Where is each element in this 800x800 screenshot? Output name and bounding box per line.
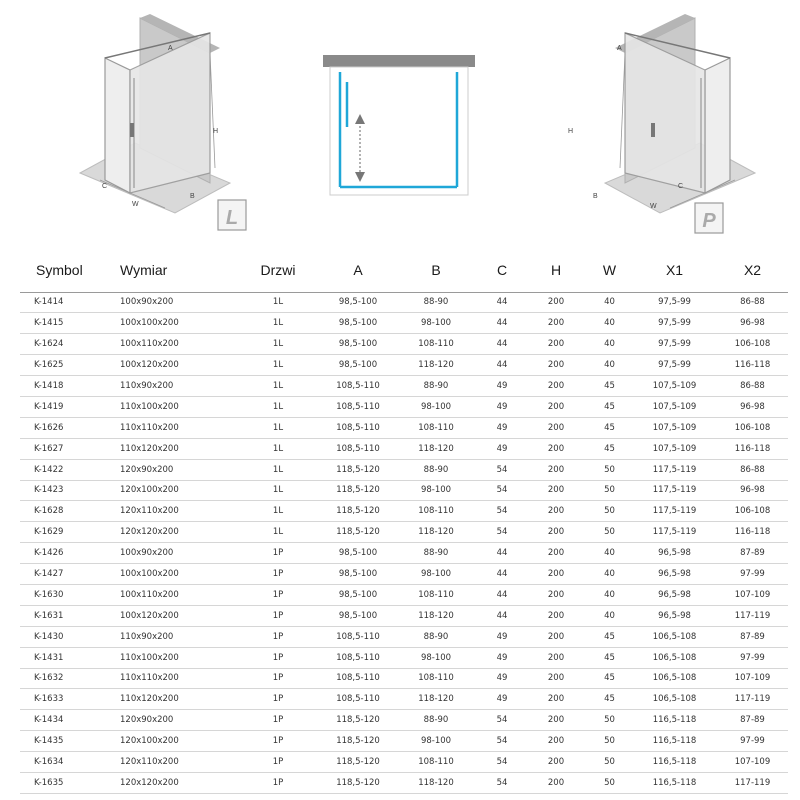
cell-c: 49	[479, 376, 525, 397]
cell-x1: 107,5-109	[632, 417, 717, 438]
cell-symbol: K-1630	[20, 584, 120, 605]
dim-w-label-left: W	[132, 201, 139, 208]
cell-wymiar: 100x90x200	[120, 292, 233, 313]
cell-b: 88-90	[393, 459, 479, 480]
diagram-area	[0, 0, 800, 250]
table-row	[20, 626, 788, 647]
cell-drzwi: 1L	[233, 334, 323, 355]
left-variant-diagram	[60, 8, 310, 248]
cell-wymiar: 120x90x200	[120, 710, 233, 731]
cell-x2: 117-119	[717, 605, 788, 626]
table-row	[20, 376, 788, 397]
cell-c: 54	[479, 522, 525, 543]
cell-a: 108,5-110	[323, 668, 393, 689]
cell-h: 200	[525, 772, 587, 793]
table-row	[20, 710, 788, 731]
cell-h: 200	[525, 752, 587, 773]
cell-x2: 106-108	[717, 334, 788, 355]
cell-h: 200	[525, 438, 587, 459]
cell-drzwi: 1L	[233, 292, 323, 313]
table-body	[20, 292, 788, 793]
cell-c: 44	[479, 564, 525, 585]
cell-x1: 106,5-108	[632, 647, 717, 668]
cell-w: 40	[587, 543, 632, 564]
cell-symbol: K-1422	[20, 459, 120, 480]
cell-b: 88-90	[393, 292, 479, 313]
cell-h: 200	[525, 396, 587, 417]
cell-b: 108-110	[393, 668, 479, 689]
table-row	[20, 543, 788, 564]
cell-x1: 107,5-109	[632, 376, 717, 397]
cell-x2: 87-89	[717, 543, 788, 564]
cell-c: 49	[479, 689, 525, 710]
cell-drzwi: 1L	[233, 459, 323, 480]
cell-x1: 96,5-98	[632, 605, 717, 626]
cell-drzwi: 1P	[233, 668, 323, 689]
cell-drzwi: 1P	[233, 689, 323, 710]
cell-symbol: K-1423	[20, 480, 120, 501]
table-row	[20, 668, 788, 689]
cell-drzwi: 1L	[233, 396, 323, 417]
cell-x2: 116-118	[717, 522, 788, 543]
cell-w: 50	[587, 480, 632, 501]
cell-drzwi: 1L	[233, 480, 323, 501]
cell-b: 118-120	[393, 522, 479, 543]
cell-drzwi: 1P	[233, 647, 323, 668]
table-row	[20, 334, 788, 355]
cell-symbol: K-1633	[20, 689, 120, 710]
cell-x1: 117,5-119	[632, 522, 717, 543]
cell-h: 200	[525, 355, 587, 376]
cell-drzwi: 1L	[233, 522, 323, 543]
dim-c-label-right: C	[678, 183, 684, 190]
cell-a: 98,5-100	[323, 292, 393, 313]
cell-h: 200	[525, 584, 587, 605]
table-row	[20, 292, 788, 313]
cell-symbol: K-1435	[20, 731, 120, 752]
cell-b: 98-100	[393, 564, 479, 585]
cell-x2: 96-98	[717, 396, 788, 417]
cell-drzwi: 1L	[233, 355, 323, 376]
header-x1: X1	[632, 252, 717, 292]
cell-h: 200	[525, 605, 587, 626]
cell-symbol: K-1434	[20, 710, 120, 731]
cell-b: 88-90	[393, 543, 479, 564]
cell-drzwi: 1P	[233, 752, 323, 773]
cell-wymiar: 120x110x200	[120, 501, 233, 522]
cell-a: 98,5-100	[323, 605, 393, 626]
cell-a: 98,5-100	[323, 564, 393, 585]
cell-symbol: K-1426	[20, 543, 120, 564]
cell-a: 108,5-110	[323, 626, 393, 647]
cell-w: 50	[587, 731, 632, 752]
table-row	[20, 605, 788, 626]
cell-x2: 96-98	[717, 313, 788, 334]
cell-h: 200	[525, 710, 587, 731]
cell-a: 118,5-120	[323, 731, 393, 752]
cell-b: 88-90	[393, 626, 479, 647]
header-w: W	[587, 252, 632, 292]
cell-wymiar: 120x100x200	[120, 731, 233, 752]
cell-c: 44	[479, 355, 525, 376]
table-row	[20, 313, 788, 334]
cell-x1: 96,5-98	[632, 584, 717, 605]
cell-symbol: K-1418	[20, 376, 120, 397]
cell-x2: 117-119	[717, 772, 788, 793]
table-row	[20, 417, 788, 438]
cell-wymiar: 120x90x200	[120, 459, 233, 480]
cell-wymiar: 120x120x200	[120, 522, 233, 543]
cell-symbol: K-1625	[20, 355, 120, 376]
cell-a: 118,5-120	[323, 501, 393, 522]
header-drzwi: Drzwi	[233, 252, 323, 292]
cell-wymiar: 100x120x200	[120, 355, 233, 376]
dim-a-label-left: A	[168, 45, 173, 52]
cell-h: 200	[525, 376, 587, 397]
cell-c: 49	[479, 396, 525, 417]
cell-symbol: K-1427	[20, 564, 120, 585]
cell-wymiar: 100x90x200	[120, 543, 233, 564]
cell-b: 108-110	[393, 334, 479, 355]
table-row	[20, 752, 788, 773]
cell-h: 200	[525, 647, 587, 668]
cell-drzwi: 1P	[233, 564, 323, 585]
cell-b: 118-120	[393, 438, 479, 459]
cell-x1: 97,5-99	[632, 292, 717, 313]
cell-c: 44	[479, 584, 525, 605]
cell-drzwi: 1L	[233, 313, 323, 334]
cell-x1: 107,5-109	[632, 438, 717, 459]
dim-c-label-left: C	[102, 183, 108, 190]
cell-x2: 87-89	[717, 710, 788, 731]
cell-w: 45	[587, 689, 632, 710]
cell-x2: 86-88	[717, 376, 788, 397]
cell-x1: 116,5-118	[632, 752, 717, 773]
cell-b: 118-120	[393, 355, 479, 376]
cell-a: 118,5-120	[323, 522, 393, 543]
cell-x1: 116,5-118	[632, 731, 717, 752]
cell-w: 40	[587, 355, 632, 376]
cell-symbol: K-1624	[20, 334, 120, 355]
cell-x1: 106,5-108	[632, 668, 717, 689]
cell-b: 98-100	[393, 480, 479, 501]
cell-drzwi: 1P	[233, 605, 323, 626]
cell-x1: 106,5-108	[632, 626, 717, 647]
cell-drzwi: 1P	[233, 626, 323, 647]
cell-x1: 117,5-119	[632, 480, 717, 501]
cell-symbol: K-1419	[20, 396, 120, 417]
cell-x1: 96,5-98	[632, 564, 717, 585]
cell-a: 98,5-100	[323, 584, 393, 605]
cell-w: 40	[587, 564, 632, 585]
cell-x1: 117,5-119	[632, 501, 717, 522]
cell-c: 54	[479, 459, 525, 480]
cell-h: 200	[525, 313, 587, 334]
cell-symbol: K-1635	[20, 772, 120, 793]
cell-symbol: K-1415	[20, 313, 120, 334]
dim-w-label-right: W	[650, 203, 657, 210]
cell-symbol: K-1431	[20, 647, 120, 668]
cell-w: 45	[587, 626, 632, 647]
header-x2: X2	[717, 252, 788, 292]
cell-b: 88-90	[393, 376, 479, 397]
header-symbol: Symbol	[20, 252, 120, 292]
table-row	[20, 772, 788, 793]
cell-c: 49	[479, 647, 525, 668]
cell-a: 108,5-110	[323, 417, 393, 438]
cell-x1: 97,5-99	[632, 334, 717, 355]
cell-symbol: K-1430	[20, 626, 120, 647]
cell-drzwi: 1L	[233, 376, 323, 397]
cell-a: 118,5-120	[323, 710, 393, 731]
cell-x1: 96,5-98	[632, 543, 717, 564]
cell-x1: 106,5-108	[632, 689, 717, 710]
cell-b: 118-120	[393, 772, 479, 793]
table-row	[20, 647, 788, 668]
table-row	[20, 480, 788, 501]
spec-table	[20, 252, 788, 794]
cell-wymiar: 110x100x200	[120, 396, 233, 417]
cell-w: 45	[587, 668, 632, 689]
cell-x2: 97-99	[717, 731, 788, 752]
cell-x2: 86-88	[717, 459, 788, 480]
cell-x1: 116,5-118	[632, 772, 717, 793]
cell-w: 45	[587, 417, 632, 438]
cell-a: 98,5-100	[323, 334, 393, 355]
cell-drzwi: 1L	[233, 501, 323, 522]
cell-wymiar: 110x90x200	[120, 626, 233, 647]
dim-b-label-left: B	[190, 193, 195, 200]
cell-h: 200	[525, 543, 587, 564]
cell-x2: 116-118	[717, 438, 788, 459]
cell-w: 45	[587, 647, 632, 668]
cell-h: 200	[525, 501, 587, 522]
cell-a: 108,5-110	[323, 396, 393, 417]
cell-symbol: K-1631	[20, 605, 120, 626]
cell-c: 44	[479, 292, 525, 313]
variant-l-label: L	[225, 207, 239, 229]
cell-w: 40	[587, 313, 632, 334]
table-row	[20, 355, 788, 376]
cell-wymiar: 120x110x200	[120, 752, 233, 773]
cell-a: 98,5-100	[323, 543, 393, 564]
cell-w: 40	[587, 584, 632, 605]
cell-b: 98-100	[393, 647, 479, 668]
cell-drzwi: 1P	[233, 543, 323, 564]
cell-b: 98-100	[393, 731, 479, 752]
header-c: C	[479, 252, 525, 292]
cell-h: 200	[525, 522, 587, 543]
cell-a: 118,5-120	[323, 480, 393, 501]
cell-w: 40	[587, 334, 632, 355]
cell-wymiar: 100x100x200	[120, 564, 233, 585]
cell-w: 50	[587, 752, 632, 773]
cell-x2: 106-108	[717, 501, 788, 522]
right-variant-diagram	[525, 8, 775, 248]
cell-a: 98,5-100	[323, 355, 393, 376]
cell-symbol: K-1414	[20, 292, 120, 313]
cell-wymiar: 100x110x200	[120, 584, 233, 605]
header-wymiar: Wymiar	[120, 252, 233, 292]
cell-x2: 106-108	[717, 417, 788, 438]
cell-symbol: K-1626	[20, 417, 120, 438]
cell-drzwi: 1P	[233, 710, 323, 731]
cell-c: 54	[479, 710, 525, 731]
cell-w: 40	[587, 292, 632, 313]
cell-b: 108-110	[393, 752, 479, 773]
cell-b: 108-110	[393, 501, 479, 522]
top-view-schematic	[320, 52, 480, 202]
cell-c: 44	[479, 313, 525, 334]
table-row	[20, 689, 788, 710]
cell-symbol: K-1627	[20, 438, 120, 459]
cell-drzwi: 1L	[233, 417, 323, 438]
dim-a-label-right: A	[617, 45, 622, 52]
cell-h: 200	[525, 292, 587, 313]
cell-wymiar: 110x100x200	[120, 647, 233, 668]
cell-wymiar: 110x120x200	[120, 438, 233, 459]
cell-h: 200	[525, 731, 587, 752]
cell-symbol: K-1632	[20, 668, 120, 689]
cell-c: 49	[479, 438, 525, 459]
cell-c: 54	[479, 772, 525, 793]
cell-drzwi: 1P	[233, 731, 323, 752]
cell-x2: 107-109	[717, 752, 788, 773]
table-row	[20, 731, 788, 752]
cell-x1: 97,5-99	[632, 355, 717, 376]
cell-c: 54	[479, 501, 525, 522]
cell-x2: 96-98	[717, 480, 788, 501]
cell-wymiar: 110x90x200	[120, 376, 233, 397]
cell-x1: 117,5-119	[632, 459, 717, 480]
cell-h: 200	[525, 668, 587, 689]
cell-h: 200	[525, 459, 587, 480]
cell-h: 200	[525, 564, 587, 585]
table-row	[20, 396, 788, 417]
cell-c: 54	[479, 480, 525, 501]
cell-c: 54	[479, 731, 525, 752]
cell-wymiar: 100x100x200	[120, 313, 233, 334]
cell-w: 50	[587, 710, 632, 731]
cell-h: 200	[525, 480, 587, 501]
table-header-row	[20, 252, 788, 292]
cell-c: 44	[479, 543, 525, 564]
cell-b: 118-120	[393, 605, 479, 626]
cell-h: 200	[525, 689, 587, 710]
cell-a: 118,5-120	[323, 772, 393, 793]
table-row	[20, 459, 788, 480]
cell-w: 40	[587, 605, 632, 626]
cell-x2: 107-109	[717, 584, 788, 605]
table-row	[20, 564, 788, 585]
cell-wymiar: 110x110x200	[120, 668, 233, 689]
cell-x2: 86-88	[717, 292, 788, 313]
cell-a: 108,5-110	[323, 689, 393, 710]
cell-c: 44	[479, 605, 525, 626]
cell-x1: 116,5-118	[632, 710, 717, 731]
variant-p-label: P	[702, 210, 716, 232]
cell-w: 45	[587, 376, 632, 397]
cell-x2: 97-99	[717, 564, 788, 585]
cell-wymiar: 110x120x200	[120, 689, 233, 710]
cell-w: 50	[587, 522, 632, 543]
cell-wymiar: 100x120x200	[120, 605, 233, 626]
cell-b: 108-110	[393, 417, 479, 438]
cell-symbol: K-1628	[20, 501, 120, 522]
cell-x1: 97,5-99	[632, 313, 717, 334]
cell-c: 49	[479, 417, 525, 438]
table-row	[20, 438, 788, 459]
dim-b-label-right: B	[593, 193, 598, 200]
cell-h: 200	[525, 417, 587, 438]
header-a: A	[323, 252, 393, 292]
cell-w: 45	[587, 438, 632, 459]
cell-a: 108,5-110	[323, 376, 393, 397]
cell-c: 49	[479, 668, 525, 689]
cell-c: 54	[479, 752, 525, 773]
cell-wymiar: 100x110x200	[120, 334, 233, 355]
cell-x2: 97-99	[717, 647, 788, 668]
cell-x1: 107,5-109	[632, 396, 717, 417]
cell-drzwi: 1L	[233, 438, 323, 459]
cell-h: 200	[525, 626, 587, 647]
cell-symbol: K-1629	[20, 522, 120, 543]
cell-b: 118-120	[393, 689, 479, 710]
cell-c: 44	[479, 334, 525, 355]
cell-x2: 117-119	[717, 689, 788, 710]
cell-a: 98,5-100	[323, 313, 393, 334]
cell-w: 45	[587, 396, 632, 417]
dim-h-label-left: H	[213, 128, 219, 135]
dim-h-label-right: H	[568, 128, 574, 135]
header-b: B	[393, 252, 479, 292]
cell-drzwi: 1P	[233, 584, 323, 605]
cell-w: 50	[587, 501, 632, 522]
cell-b: 88-90	[393, 710, 479, 731]
cell-wymiar: 120x120x200	[120, 772, 233, 793]
cell-c: 49	[479, 626, 525, 647]
table-row	[20, 522, 788, 543]
cell-a: 108,5-110	[323, 438, 393, 459]
cell-b: 108-110	[393, 584, 479, 605]
cell-wymiar: 110x110x200	[120, 417, 233, 438]
cell-x2: 116-118	[717, 355, 788, 376]
cell-wymiar: 120x100x200	[120, 480, 233, 501]
cell-h: 200	[525, 334, 587, 355]
cell-x2: 107-109	[717, 668, 788, 689]
cell-w: 50	[587, 459, 632, 480]
table-row	[20, 501, 788, 522]
cell-a: 108,5-110	[323, 647, 393, 668]
cell-a: 118,5-120	[323, 752, 393, 773]
cell-x2: 87-89	[717, 626, 788, 647]
cell-w: 50	[587, 772, 632, 793]
cell-a: 118,5-120	[323, 459, 393, 480]
cell-b: 98-100	[393, 313, 479, 334]
header-h: H	[525, 252, 587, 292]
table-row	[20, 584, 788, 605]
cell-symbol: K-1634	[20, 752, 120, 773]
cell-drzwi: 1P	[233, 772, 323, 793]
cell-b: 98-100	[393, 396, 479, 417]
